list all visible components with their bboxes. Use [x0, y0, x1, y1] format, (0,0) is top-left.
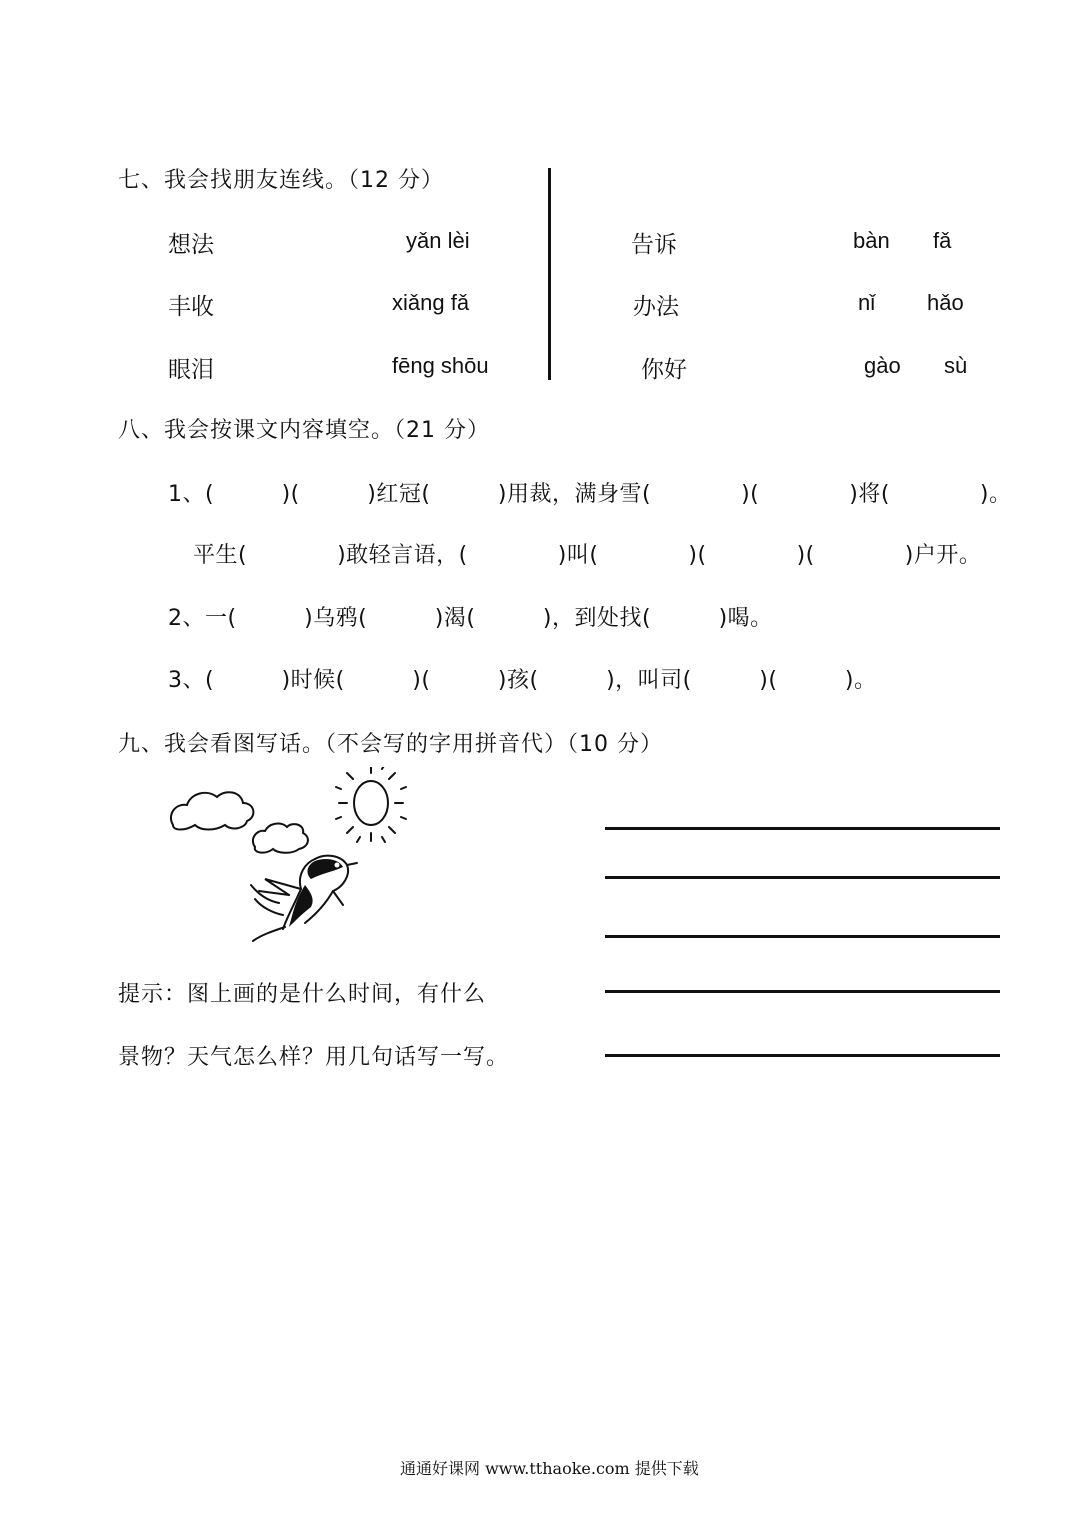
- right-pinyin-1b: fǎ: [933, 228, 952, 253]
- right-pinyin-1a: bàn: [853, 228, 890, 253]
- fill-line-4: 3、( )时候( )( )孩( )，叫司( )( )。: [168, 668, 877, 693]
- section8-heading: 八、我会按课文内容填空。（21 分）: [118, 418, 490, 443]
- footer-text: 通通好课网 www.tthaoke.com 提供下载: [400, 1459, 699, 1478]
- writing-line-4[interactable]: [605, 990, 1000, 993]
- right-word-3: 你好: [641, 357, 687, 383]
- section7-divider: [548, 168, 551, 380]
- right-pinyin-3a: gào: [864, 353, 901, 378]
- writing-line-2[interactable]: [605, 876, 1000, 879]
- writing-line-1[interactable]: [605, 827, 1000, 830]
- right-word-1: 告诉: [631, 232, 677, 258]
- left-pinyin-1: yǎn lèi: [406, 228, 470, 253]
- section9-heading: 九、我会看图写话。（不会写的字用拼音代）（10 分）: [118, 732, 663, 757]
- fill-line-1: 1、( )( )红冠( )用裁，满身雪( )( )将( )。: [168, 482, 1012, 507]
- right-pinyin-2b: hǎo: [927, 290, 964, 315]
- right-pinyin-3b: sù: [944, 353, 968, 378]
- left-pinyin-2: xiǎng fǎ: [392, 290, 470, 315]
- left-word-2: 丰收: [168, 294, 214, 320]
- section7-heading: 七、我会找朋友连线。（12 分）: [118, 168, 444, 193]
- left-word-1: 想法: [168, 232, 214, 258]
- right-word-2: 办法: [633, 294, 679, 320]
- left-word-3: 眼泪: [168, 357, 214, 383]
- left-pinyin-3: fēng shōu: [392, 353, 489, 378]
- writing-line-5[interactable]: [605, 1054, 1000, 1057]
- hint-line-1: 提示：图上画的是什么时间，有什么: [118, 982, 487, 1007]
- fill-line-3: 2、一( )乌鸦( )渴( )，到处找( )喝。: [168, 606, 773, 631]
- fill-line-2: 平生( )敢轻言语，( )叫( )( )( )户开。: [193, 543, 982, 568]
- writing-line-3[interactable]: [605, 935, 1000, 938]
- swallow-sun-illustration: [165, 767, 425, 947]
- right-pinyin-2a: nǐ: [858, 290, 876, 315]
- hint-line-2: 景物？天气怎么样？用几句话写一写。: [118, 1045, 510, 1070]
